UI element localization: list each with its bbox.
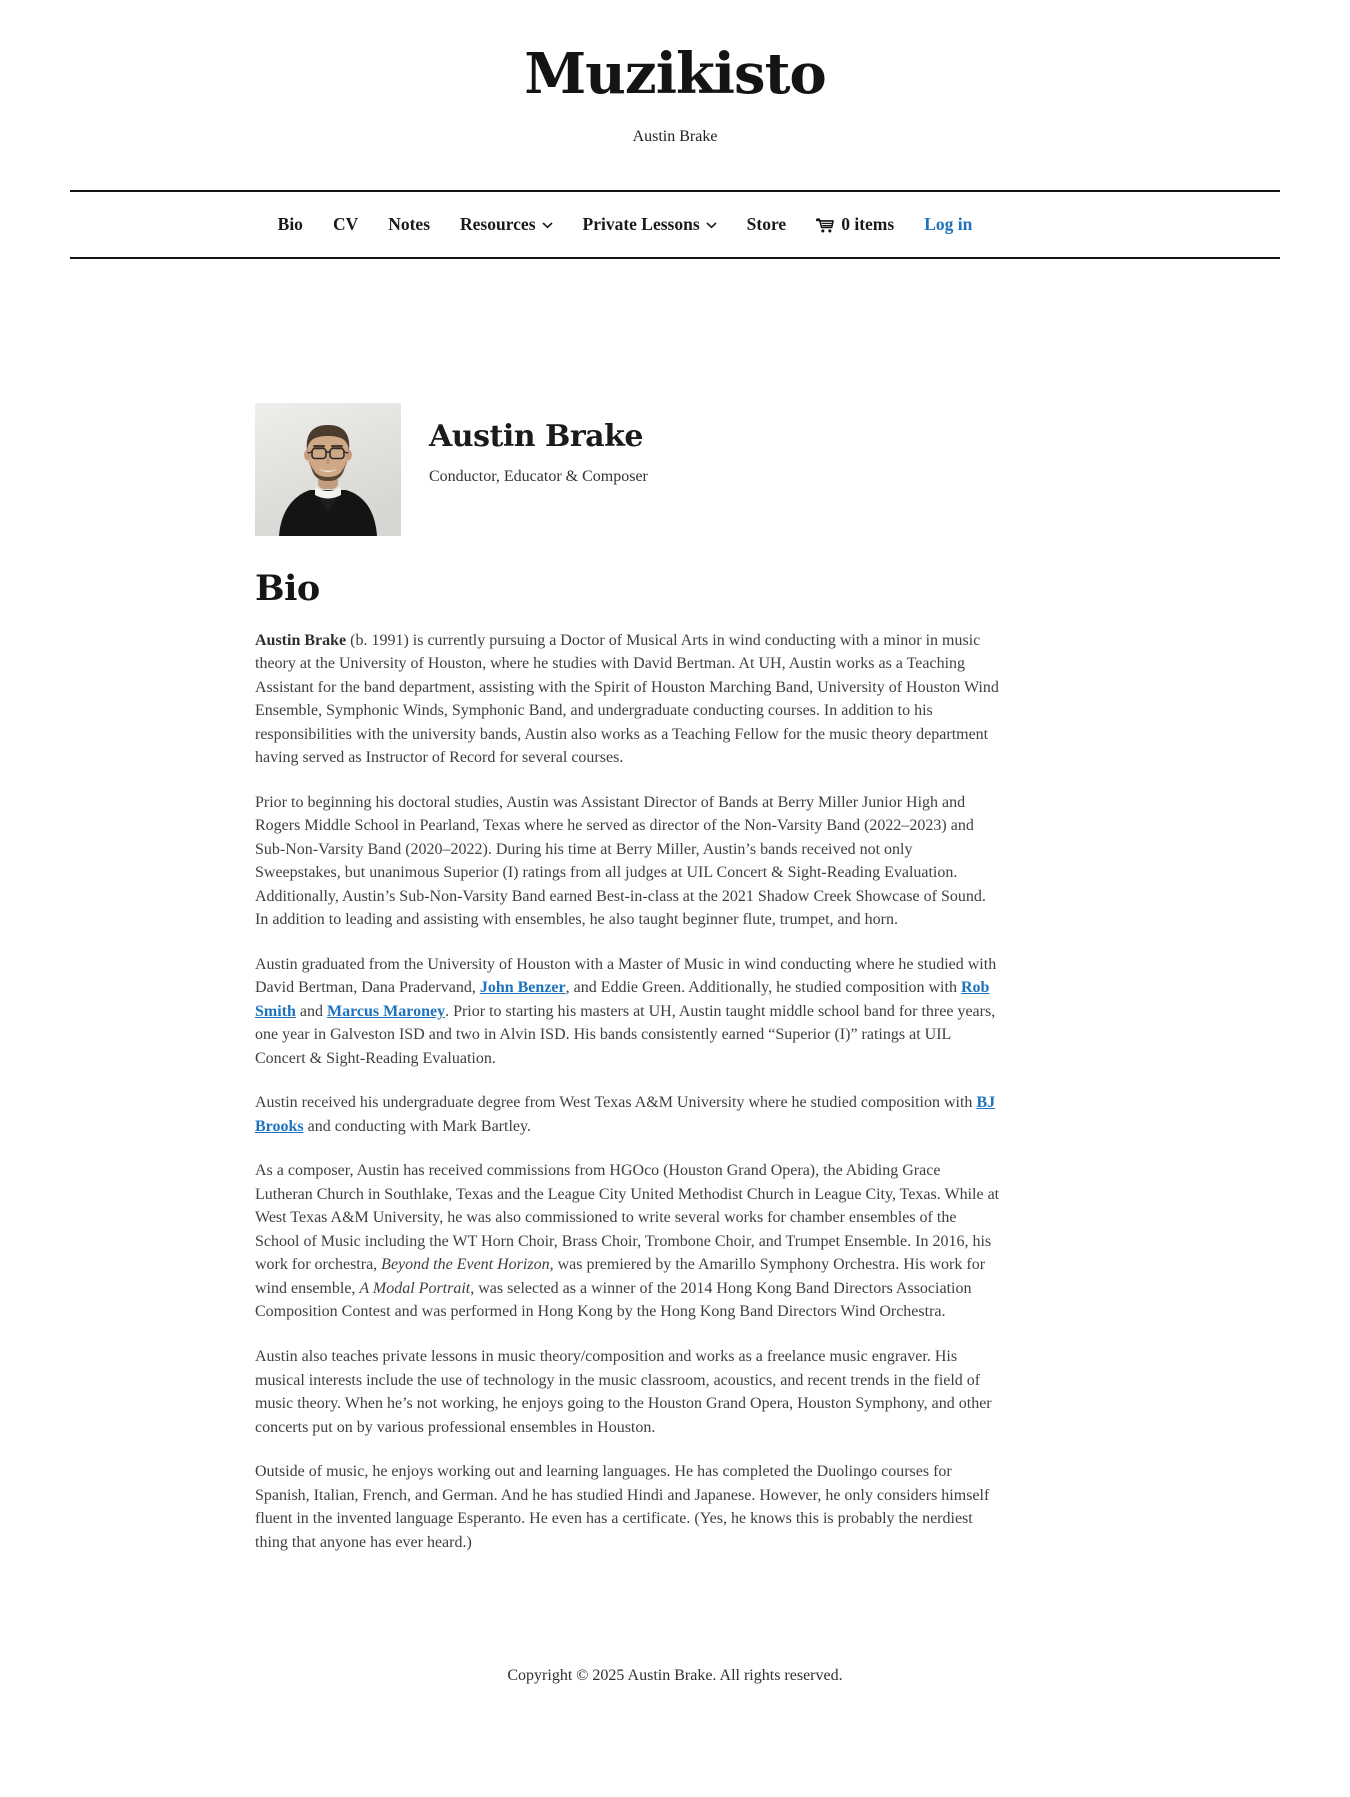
nav-item-resources[interactable] — [460, 214, 553, 235]
profile-name: Austin Brake — [429, 418, 643, 454]
nav-item-label: CV — [332, 213, 359, 234]
bio-text: Austin graduated from the University of Houston with a Master of Music in wind conducting where he studied with David Bertman, Dana Pradervand, — [255, 955, 997, 997]
main-nav — [0, 192, 1250, 257]
bio-text: (b. 1991) is currently pursuing a Doctor of Musical Arts in wind conducting with a minor in music theory at the University of Houston, where he studies with David Bertman. At UH, Austin works as a Teaching Assistant for the band department, assisting with the Spirit of Houston Marching Band, University of Houston Wind Ensemble, Symphonic Winds, Symphonic Band, and undergraduate conducting courses. In addition to his responsibilities with the university bands, Austin also works as a Teaching Fellow for the music theory department having served as Instructor of Record for several courses. — [255, 631, 999, 767]
site-header — [0, 0, 1350, 146]
bio-text: Austin also teaches private lessons in music theory/composition and works as a freelance music engraver. His musical interests include the use of technology in the music classroom, acoustics, and recent trends in the field of music theory. When he’s not working, he enjoys going to the Houston Grand Opera, Houston Symphony, and other concerts put on by various professional ensembles in Houston. — [255, 1348, 992, 1436]
bio-text: . Prior to starting his masters at UH, Austin taught middle school band for three years, one year in Galveston ISD and two in Alvin ISD. His bands consistently earned “Superior (I)” ratings at UIL Concert & Sight-Reading Evaluation. — [255, 1002, 996, 1067]
bio-paragraph — [255, 1159, 1000, 1324]
bio-text: , was selected as a winner of the 2014 Hong Kong Band Directors Association Composition Contest and was performed in Hong Kong by the Hong Kong Band Directors Wind Orchestra. — [255, 1279, 972, 1321]
nav-links — [278, 214, 787, 235]
bio-paragraph — [255, 1091, 1000, 1138]
bio-text: and — [295, 1002, 328, 1020]
bio-text: Outside of music, he enjoys working out and learning languages. He has completed the Duolingo courses for Spanish, Italian, French, and German. And he has studied Hindi and Japanese. However, he only considers himself fluent in the invented language Esperanto. He even has a certificate. (Yes, he knows this is probably the nerdiest thing that anyone has ever heard.) — [255, 1463, 990, 1551]
profile-meta — [429, 403, 648, 536]
nav-item-label: Resources — [460, 213, 536, 234]
main-content — [255, 259, 1000, 1555]
nav-item-bio[interactable] — [278, 214, 303, 235]
chevron-down-icon — [542, 222, 553, 229]
bio-paragraphs — [255, 629, 1000, 1555]
bio-text: and conducting with Mark Bartley. — [303, 1117, 531, 1135]
nav-login-wrap — [924, 214, 972, 235]
nav-item-notes[interactable] — [388, 214, 430, 235]
chevron-down-icon — [706, 222, 717, 229]
nav-item-label: Bio — [277, 213, 303, 234]
bio-link-rob-smith[interactable]: Rob Smith — [255, 979, 990, 1020]
cart-count-label: 0 items — [841, 213, 895, 234]
bio-italic-text: A Modal Portrait — [359, 1279, 471, 1297]
nav-item-label: Store — [746, 213, 787, 234]
bio-link-marcus-maroney[interactable]: Marcus Maroney — [327, 1002, 446, 1020]
bio-heading: Bio — [255, 567, 320, 609]
cart-icon — [816, 216, 834, 234]
profile-tagline: Conductor, Educator & Composer — [429, 467, 648, 485]
bio-text: , and Eddie Green. Additionally, he studied composition with — [565, 979, 961, 997]
bio-bold-text: Austin Brake — [255, 631, 347, 649]
bio-paragraph — [255, 953, 1000, 1071]
copyright-text: Copyright © 2025 Austin Brake. All rights reserved. — [507, 1667, 843, 1685]
nav-item-private-lessons[interactable] — [583, 214, 717, 235]
bio-link-john-benzer[interactable]: John Benzer — [479, 979, 566, 997]
bio-text: , was premiered by the Amarillo Symphony Orchestra. His work for wind ensemble, — [255, 1256, 986, 1297]
bio-text: As a composer, Austin has received commissions from HGOco (Houston Grand Opera), the Abiding Grace Lutheran Church in Southlake, Texas and the League City United Methodist Church in League City, Texas. While at West Texas A&M University, he was also commissioned to write several works for chamber ensembles of the School of Music including the WT Horn Choir, Brass Choir, Trombone Choir, and Trumpet Ensemble. In 2016, his work for orchestra, — [255, 1162, 1000, 1274]
nav-item-label: Notes — [388, 213, 431, 234]
nav-item-cv[interactable] — [333, 214, 358, 235]
bio-paragraph — [255, 1460, 1000, 1554]
site-title[interactable]: Muzikisto — [524, 41, 826, 107]
cart-button[interactable] — [816, 214, 894, 235]
nav-item-label: Private Lessons — [582, 213, 700, 234]
site-subtitle: Austin Brake — [632, 127, 718, 145]
bio-paragraph — [255, 1345, 1000, 1439]
profile-section — [255, 403, 1000, 536]
bio-paragraph — [255, 791, 1000, 932]
bio-italic-text: Beyond the Event Horizon — [381, 1256, 550, 1274]
bio-link-bj-brooks[interactable]: BJ Brooks — [255, 1094, 996, 1135]
profile-photo — [255, 403, 401, 536]
nav-item-store[interactable] — [747, 214, 787, 235]
site-footer — [0, 1575, 1350, 1797]
login-link[interactable]: Log in — [924, 213, 973, 234]
bio-text: Prior to beginning his doctoral studies, Austin was Assistant Director of Bands at Berry Miller Junior High and Rogers Middle School in Pearland, Texas where he served as director of the Non-Varsity Band (2022–2023) and Sub-Non-Varsity Band (2020–2022). During his time at Berry Miller, Austin’s bands received not only Sweepstakes, but unanimous Superior (I) ratings from all judges at UIL Concert & Sight-Reading Evaluation. Additionally, Austin’s Sub-Non-Varsity Band earned Best-in-class at the 2021 Shadow Creek Showcase of Sound. In addition to leading and assisting with ensembles, he also taught beginner flute, trumpet, and horn. — [255, 793, 986, 929]
bio-paragraph — [255, 629, 1000, 770]
bio-text: Austin received his undergraduate degree from West Texas A&M University where he studied composition with — [255, 1094, 977, 1112]
